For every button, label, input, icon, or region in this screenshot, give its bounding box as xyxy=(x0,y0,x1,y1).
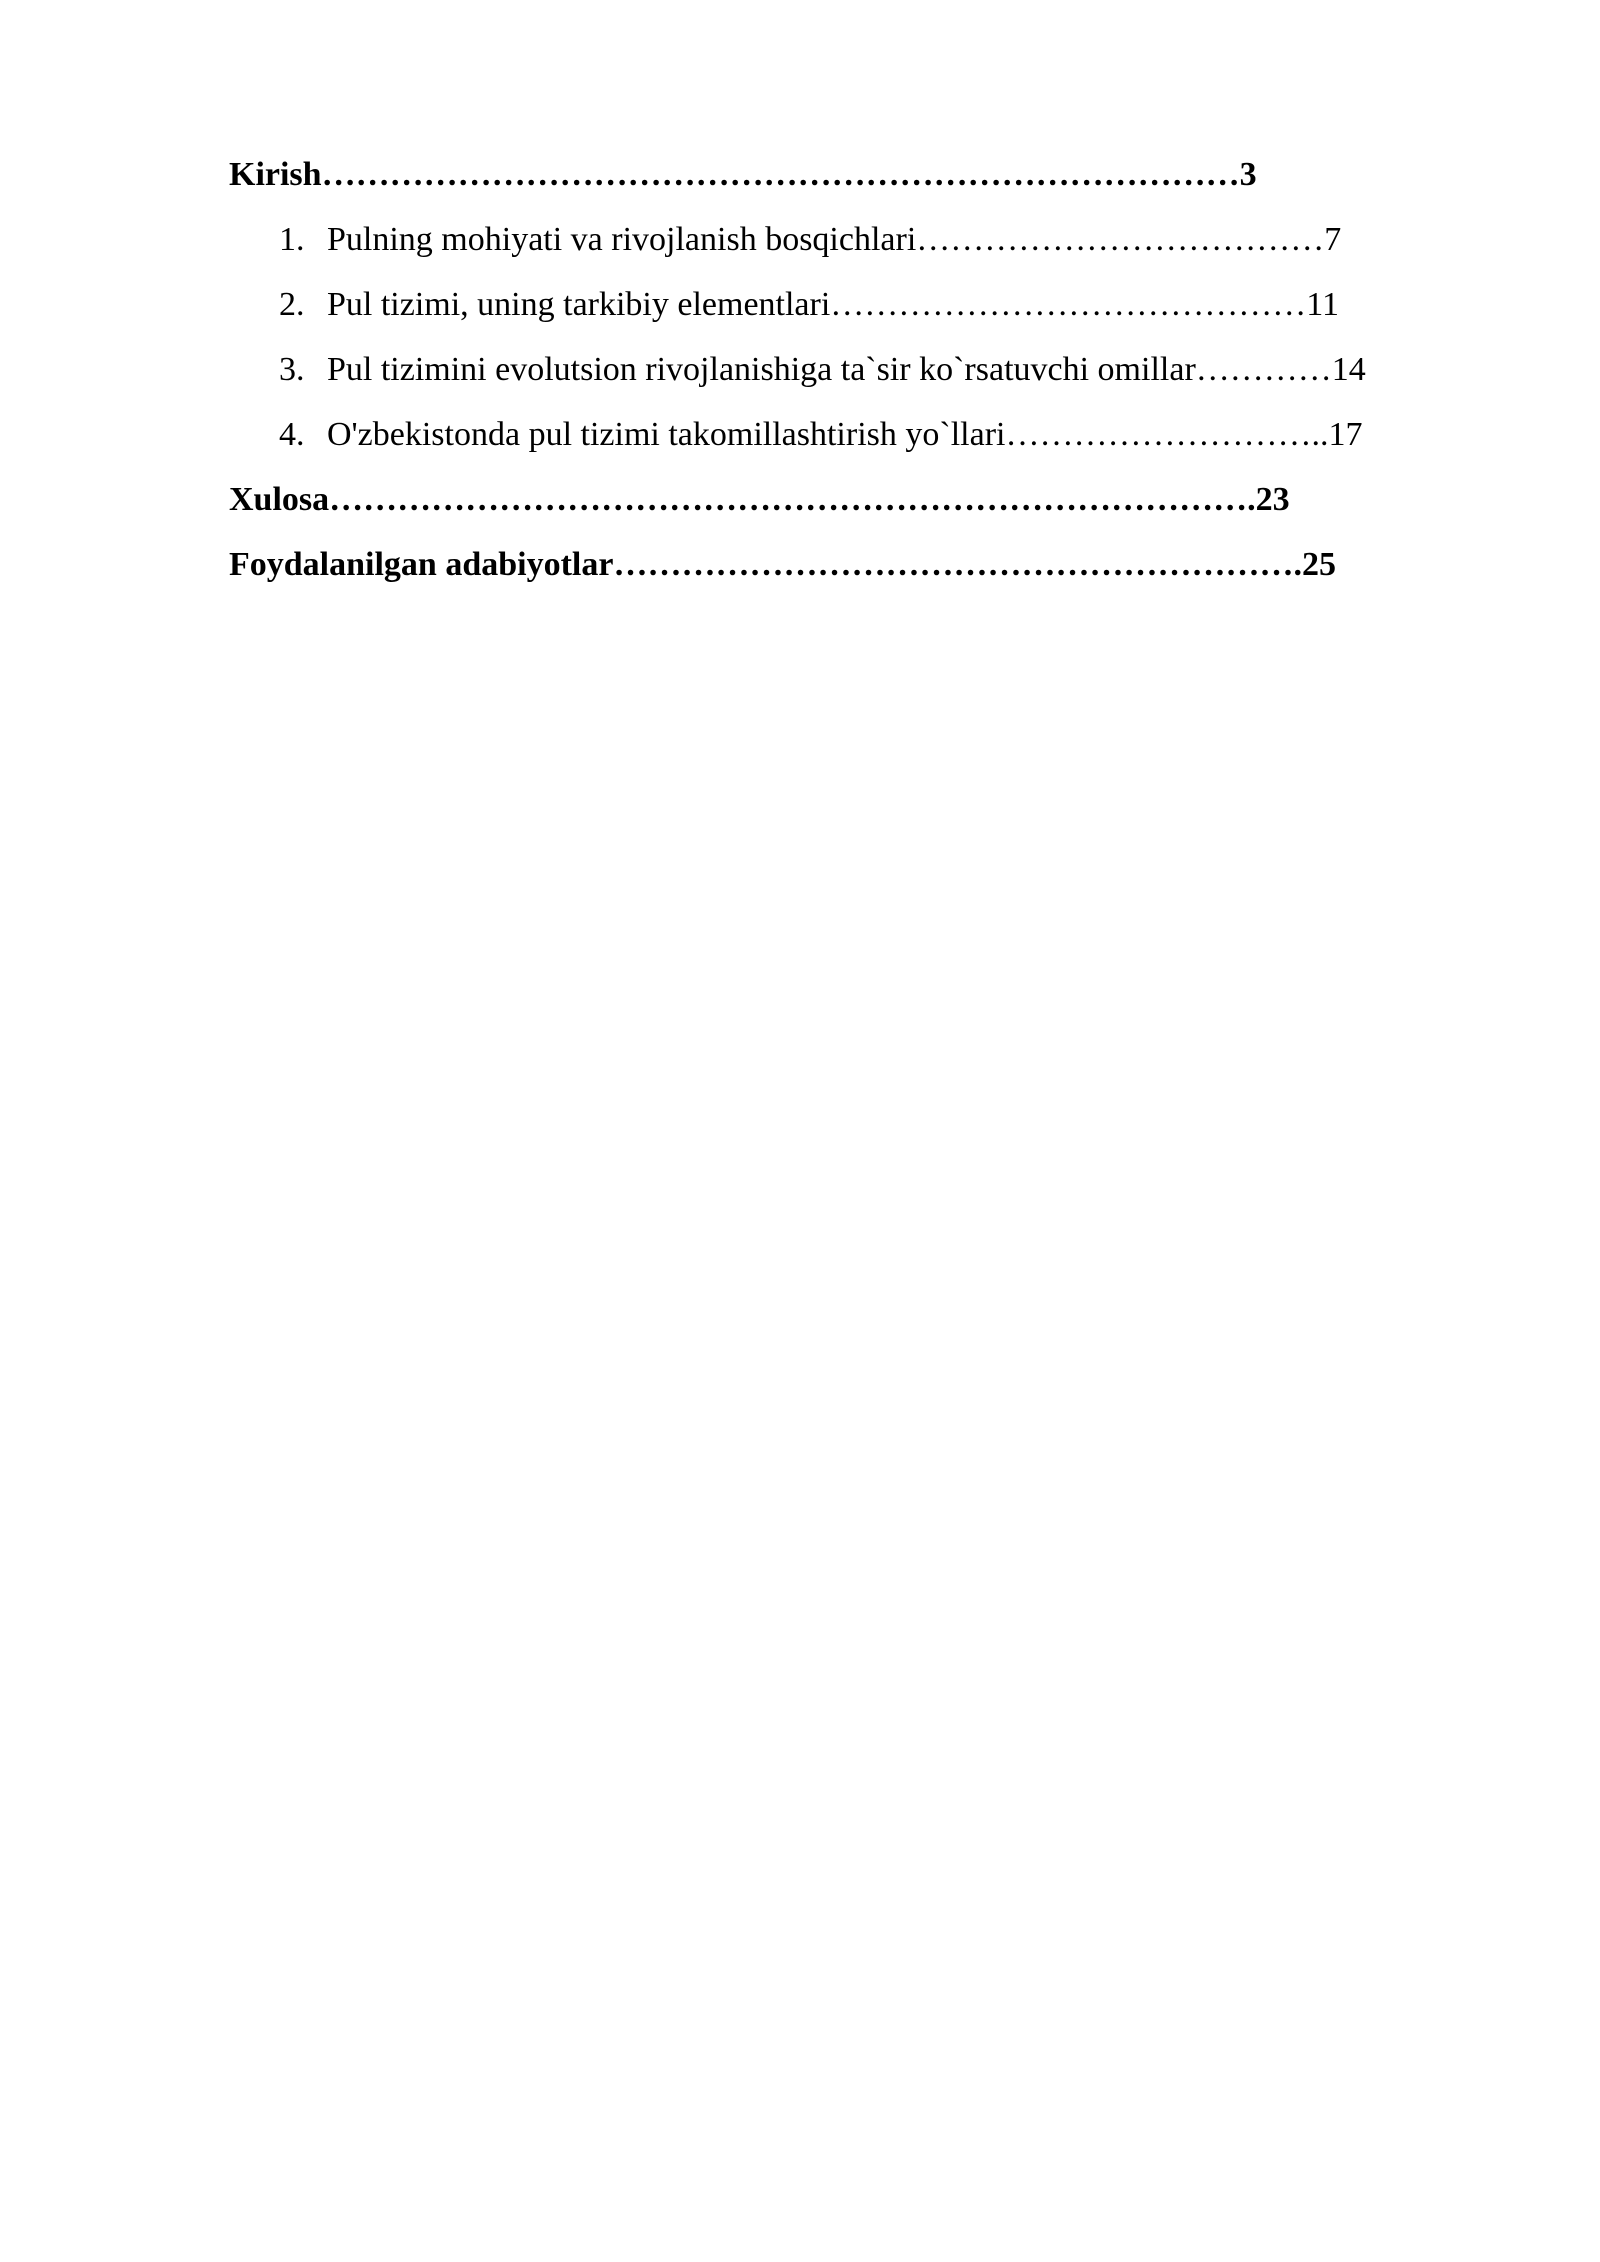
toc-entry-text: Pul tizimi, uning tarkibiy elementlari……………………………………11 xyxy=(327,286,1340,323)
toc-entry-text: Pulning mohiyati va rivojlanish bosqichlari………………………………7 xyxy=(327,221,1342,258)
toc-entry-number: 1. xyxy=(279,221,305,258)
toc-entry-3[interactable] xyxy=(229,345,1489,410)
toc-entry-number: 4. xyxy=(279,416,305,453)
toc-entry-text: O'zbekistonda pul tizimi takomillashtirish yo`llari………………………..17 xyxy=(327,416,1363,453)
toc-entry-4[interactable] xyxy=(229,410,1489,475)
table-of-contents xyxy=(229,150,1489,605)
toc-entry-text: Xulosa……………………………………………………………………….23 xyxy=(229,481,1290,518)
toc-entry-adabiyotlar[interactable] xyxy=(229,540,1489,605)
toc-entry-text: Foydalanilgan adabiyotlar…………………………………………………….25 xyxy=(229,546,1336,583)
toc-entry-number: 2. xyxy=(279,286,305,323)
toc-entry-xulosa[interactable] xyxy=(229,475,1489,540)
toc-entry-kirish[interactable] xyxy=(229,150,1489,215)
toc-entry-number: 3. xyxy=(279,351,305,388)
toc-entry-text: Kirish………………………………………………………………………3 xyxy=(229,156,1257,193)
toc-entry-1[interactable] xyxy=(229,215,1489,280)
toc-entry-2[interactable] xyxy=(229,280,1489,345)
toc-entry-text: Pul tizimini evolutsion rivojlanishiga ta`sir ko`rsatuvchi omillar…………14 xyxy=(327,351,1366,388)
